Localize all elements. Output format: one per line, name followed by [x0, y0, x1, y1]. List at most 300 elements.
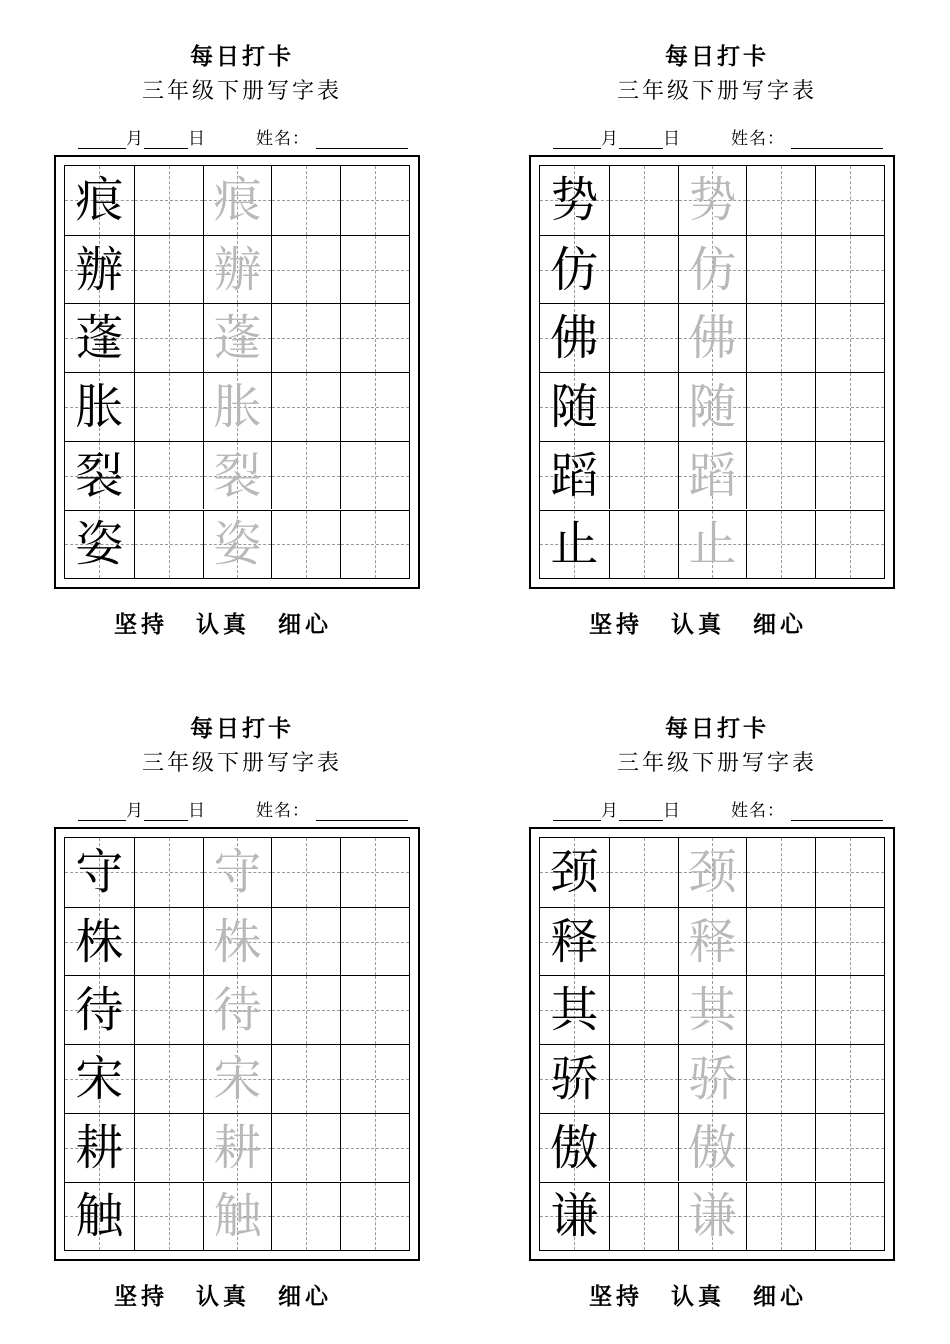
center-guide-horizontal [135, 872, 203, 873]
blank-writing-cell[interactable] [134, 908, 203, 976]
model-character: 颈 [550, 844, 599, 901]
trace-character: 蹈 [688, 447, 737, 504]
name-label: 姓名： [731, 129, 785, 149]
center-guide-horizontal [135, 200, 203, 201]
model-character: 佛 [550, 310, 599, 367]
day-blank[interactable] [619, 130, 663, 149]
trace-character: 蓬 [213, 310, 262, 367]
motto-word: 细心 [753, 611, 807, 638]
center-guide-horizontal [341, 942, 409, 943]
month-blank[interactable] [553, 802, 601, 821]
model-char-cell [65, 838, 134, 907]
trace-character: 随 [688, 378, 737, 435]
blank-writing-cell[interactable] [271, 511, 340, 579]
blank-writing-cell[interactable] [609, 976, 678, 1044]
model-char-cell [540, 976, 609, 1044]
name-blank[interactable] [316, 802, 408, 821]
blank-writing-cell[interactable] [271, 838, 340, 907]
blank-writing-cell[interactable] [271, 1114, 340, 1182]
center-guide-horizontal [135, 1079, 203, 1080]
trace-character: 止 [688, 516, 737, 573]
center-guide-horizontal [816, 1216, 884, 1217]
blank-writing-cell[interactable] [340, 1045, 409, 1113]
trace-char-cell[interactable] [203, 1114, 272, 1182]
month-blank[interactable] [78, 130, 126, 149]
grid-row [540, 907, 884, 976]
model-character: 裂 [75, 447, 124, 504]
model-char-cell [540, 511, 609, 579]
center-guide-horizontal [610, 476, 678, 477]
center-guide-horizontal [341, 1079, 409, 1080]
grid-row [65, 907, 409, 976]
writing-grid [539, 837, 885, 1251]
writing-grid-frame [529, 827, 895, 1261]
trace-char-cell[interactable] [203, 511, 272, 579]
center-guide-horizontal [816, 942, 884, 943]
trace-char-cell[interactable] [678, 236, 747, 304]
blank-writing-cell[interactable] [746, 1183, 815, 1251]
model-character: 其 [550, 982, 599, 1039]
model-character: 宋 [75, 1050, 124, 1107]
trace-char-cell[interactable] [203, 166, 272, 235]
grid-row [540, 838, 884, 907]
motto-word: 认真 [671, 611, 725, 638]
day-blank[interactable] [619, 802, 663, 821]
blank-writing-cell[interactable] [271, 373, 340, 441]
center-guide-horizontal [610, 407, 678, 408]
blank-writing-cell[interactable] [815, 1114, 884, 1182]
trace-char-cell[interactable] [203, 442, 272, 510]
trace-character: 颈 [688, 844, 737, 901]
model-char-cell [540, 304, 609, 372]
blank-writing-cell[interactable] [746, 373, 815, 441]
center-guide-horizontal [135, 1010, 203, 1011]
trace-character: 耕 [213, 1119, 262, 1176]
trace-char-cell[interactable] [678, 1114, 747, 1182]
grid-row [65, 235, 409, 304]
grid-row [65, 166, 409, 235]
center-guide-horizontal [747, 407, 815, 408]
writing-grid-frame [54, 827, 420, 1261]
trace-character: 仿 [688, 241, 737, 298]
trace-char-cell[interactable] [203, 908, 272, 976]
center-guide-horizontal [610, 200, 678, 201]
trace-character: 谦 [688, 1188, 737, 1245]
blank-writing-cell[interactable] [609, 908, 678, 976]
center-guide-horizontal [816, 544, 884, 545]
motto [589, 606, 835, 639]
blank-writing-cell[interactable] [609, 166, 678, 235]
center-guide-horizontal [747, 200, 815, 201]
trace-character: 守 [213, 844, 262, 901]
center-guide-horizontal [341, 407, 409, 408]
trace-character: 胀 [213, 378, 262, 435]
blank-writing-cell[interactable] [134, 1045, 203, 1113]
writing-grid-frame [54, 155, 420, 589]
writing-grid [64, 165, 410, 579]
blank-writing-cell[interactable] [340, 304, 409, 372]
blank-writing-cell[interactable] [609, 1114, 678, 1182]
model-char-cell [65, 511, 134, 579]
practice-card [52, 672, 432, 1312]
trace-character: 待 [213, 982, 262, 1039]
blank-writing-cell[interactable] [746, 304, 815, 372]
blank-writing-cell[interactable] [340, 976, 409, 1044]
model-char-cell [65, 976, 134, 1044]
trace-char-cell[interactable] [678, 442, 747, 510]
blank-writing-cell[interactable] [746, 442, 815, 510]
day-blank[interactable] [144, 130, 188, 149]
blank-writing-cell[interactable] [134, 304, 203, 372]
date-name-line [553, 124, 905, 148]
center-guide-horizontal [747, 476, 815, 477]
model-char-cell [65, 236, 134, 304]
model-char-cell [540, 442, 609, 510]
blank-writing-cell[interactable] [271, 304, 340, 372]
center-guide-horizontal [272, 1148, 340, 1149]
blank-writing-cell[interactable] [746, 976, 815, 1044]
blank-writing-cell[interactable] [815, 976, 884, 1044]
center-guide-horizontal [816, 338, 884, 339]
blank-writing-cell[interactable] [271, 236, 340, 304]
center-guide-horizontal [747, 942, 815, 943]
model-character: 胀 [75, 378, 124, 435]
blank-writing-cell[interactable] [134, 166, 203, 235]
trace-char-cell[interactable] [203, 838, 272, 907]
name-label: 姓名： [731, 801, 785, 821]
center-guide-horizontal [610, 872, 678, 873]
model-char-cell [65, 304, 134, 372]
month-blank[interactable] [553, 130, 601, 149]
motto-word: 细心 [753, 1283, 807, 1310]
blank-writing-cell[interactable] [340, 908, 409, 976]
practice-card [52, 0, 432, 640]
blank-writing-cell[interactable] [271, 166, 340, 235]
trace-char-cell[interactable] [678, 166, 747, 235]
model-char-cell [540, 1045, 609, 1113]
center-guide-horizontal [341, 270, 409, 271]
grid-row [540, 235, 884, 304]
motto-word: 坚持 [589, 1283, 643, 1310]
model-character: 触 [75, 1188, 124, 1245]
model-char-cell [540, 908, 609, 976]
blank-writing-cell[interactable] [609, 1045, 678, 1113]
card-title: 每日打卡 [190, 43, 294, 70]
trace-char-cell[interactable] [678, 1045, 747, 1113]
model-character: 蓬 [75, 310, 124, 367]
trace-character: 佛 [688, 310, 737, 367]
trace-character: 姿 [213, 516, 262, 573]
trace-character: 释 [688, 913, 737, 970]
model-char-cell [540, 1114, 609, 1182]
center-guide-horizontal [747, 544, 815, 545]
grid-row [65, 1044, 409, 1113]
trace-char-cell[interactable] [203, 373, 272, 441]
blank-writing-cell[interactable] [340, 1114, 409, 1182]
center-guide-horizontal [272, 1216, 340, 1217]
center-guide-horizontal [610, 1148, 678, 1149]
blank-writing-cell[interactable] [271, 976, 340, 1044]
card-title: 每日打卡 [665, 43, 769, 70]
blank-writing-cell[interactable] [815, 1183, 884, 1251]
blank-writing-cell[interactable] [340, 166, 409, 235]
date-name-line [78, 124, 430, 148]
blank-writing-cell[interactable] [746, 511, 815, 579]
motto-word: 坚持 [114, 611, 168, 638]
grid-row [540, 303, 884, 372]
grid-row [65, 838, 409, 907]
trace-character: 势 [688, 172, 737, 229]
center-guide-horizontal [341, 476, 409, 477]
center-guide-horizontal [747, 1079, 815, 1080]
name-blank[interactable] [791, 130, 883, 149]
blank-writing-cell[interactable] [609, 1183, 678, 1251]
card-subtitle: 三年级下册写字表 [616, 751, 817, 776]
center-guide-horizontal [816, 407, 884, 408]
trace-char-cell[interactable] [678, 908, 747, 976]
grid-row [65, 975, 409, 1044]
blank-writing-cell[interactable] [340, 373, 409, 441]
model-character: 辦 [75, 241, 124, 298]
center-guide-horizontal [135, 407, 203, 408]
month-blank[interactable] [78, 802, 126, 821]
center-guide-horizontal [272, 407, 340, 408]
blank-writing-cell[interactable] [746, 908, 815, 976]
center-guide-horizontal [135, 544, 203, 545]
trace-char-cell[interactable] [678, 838, 747, 907]
card-title: 每日打卡 [665, 715, 769, 742]
model-character: 仿 [550, 241, 599, 298]
blank-writing-cell[interactable] [340, 511, 409, 579]
month-label: 月 [601, 801, 619, 821]
motto-word: 认真 [196, 1283, 250, 1310]
motto [589, 1278, 835, 1311]
center-guide-horizontal [272, 872, 340, 873]
center-guide-horizontal [341, 338, 409, 339]
blank-writing-cell[interactable] [609, 236, 678, 304]
center-guide-horizontal [272, 1079, 340, 1080]
trace-character: 株 [213, 913, 262, 970]
blank-writing-cell[interactable] [134, 976, 203, 1044]
center-guide-horizontal [341, 1010, 409, 1011]
blank-writing-cell[interactable] [340, 1183, 409, 1251]
center-guide-horizontal [135, 476, 203, 477]
model-character: 释 [550, 913, 599, 970]
model-character: 止 [550, 516, 599, 573]
center-guide-horizontal [747, 338, 815, 339]
model-char-cell [65, 373, 134, 441]
name-blank[interactable] [316, 130, 408, 149]
blank-writing-cell[interactable] [271, 1183, 340, 1251]
motto-word: 认真 [671, 1283, 725, 1310]
grid-row [540, 441, 884, 510]
center-guide-horizontal [747, 1216, 815, 1217]
model-character: 骄 [550, 1050, 599, 1107]
trace-char-cell[interactable] [678, 1183, 747, 1251]
trace-char-cell[interactable] [203, 304, 272, 372]
blank-writing-cell[interactable] [815, 511, 884, 579]
day-label: 日 [188, 129, 206, 149]
blank-writing-cell[interactable] [815, 166, 884, 235]
blank-writing-cell[interactable] [134, 838, 203, 907]
motto [114, 1278, 360, 1311]
center-guide-horizontal [610, 1216, 678, 1217]
center-guide-horizontal [816, 1079, 884, 1080]
center-guide-horizontal [135, 1148, 203, 1149]
blank-writing-cell[interactable] [746, 1045, 815, 1113]
trace-character: 骄 [688, 1050, 737, 1107]
center-guide-horizontal [272, 544, 340, 545]
motto-word: 坚持 [114, 1283, 168, 1310]
center-guide-horizontal [747, 872, 815, 873]
center-guide-horizontal [341, 872, 409, 873]
center-guide-horizontal [272, 270, 340, 271]
blank-writing-cell[interactable] [746, 838, 815, 907]
trace-character: 傲 [688, 1119, 737, 1176]
card-subtitle: 三年级下册写字表 [141, 79, 342, 104]
blank-writing-cell[interactable] [609, 511, 678, 579]
writing-grid [64, 837, 410, 1251]
blank-writing-cell[interactable] [134, 1114, 203, 1182]
blank-writing-cell[interactable] [271, 1045, 340, 1113]
trace-character: 裂 [213, 447, 262, 504]
date-name-line [78, 796, 430, 820]
grid-row [540, 975, 884, 1044]
blank-writing-cell[interactable] [134, 442, 203, 510]
model-char-cell [540, 838, 609, 907]
grid-row [540, 372, 884, 441]
center-guide-horizontal [341, 1216, 409, 1217]
trace-char-cell[interactable] [203, 976, 272, 1044]
blank-writing-cell[interactable] [340, 236, 409, 304]
grid-row [540, 1182, 884, 1251]
blank-writing-cell[interactable] [134, 511, 203, 579]
card-title: 每日打卡 [190, 715, 294, 742]
trace-character: 其 [688, 982, 737, 1039]
blank-writing-cell[interactable] [746, 166, 815, 235]
trace-character: 痕 [213, 172, 262, 229]
trace-character: 辦 [213, 241, 262, 298]
center-guide-horizontal [135, 338, 203, 339]
blank-writing-cell[interactable] [134, 1183, 203, 1251]
trace-char-cell[interactable] [678, 304, 747, 372]
day-label: 日 [188, 801, 206, 821]
blank-writing-cell[interactable] [815, 373, 884, 441]
model-character: 势 [550, 172, 599, 229]
blank-writing-cell[interactable] [815, 838, 884, 907]
model-char-cell [65, 1183, 134, 1251]
blank-writing-cell[interactable] [815, 1045, 884, 1113]
model-character: 傲 [550, 1119, 599, 1176]
model-character: 守 [75, 844, 124, 901]
blank-writing-cell[interactable] [815, 236, 884, 304]
center-guide-horizontal [272, 338, 340, 339]
center-guide-horizontal [610, 942, 678, 943]
blank-writing-cell[interactable] [271, 442, 340, 510]
center-guide-horizontal [272, 476, 340, 477]
blank-writing-cell[interactable] [609, 373, 678, 441]
model-char-cell [540, 1183, 609, 1251]
name-label: 姓名： [256, 129, 310, 149]
center-guide-horizontal [135, 942, 203, 943]
blank-writing-cell[interactable] [134, 373, 203, 441]
model-char-cell [65, 1045, 134, 1113]
blank-writing-cell[interactable] [609, 442, 678, 510]
motto-word: 坚持 [589, 611, 643, 638]
model-character: 蹈 [550, 447, 599, 504]
name-blank[interactable] [791, 802, 883, 821]
model-char-cell [65, 908, 134, 976]
practice-card [527, 0, 907, 640]
trace-character: 宋 [213, 1050, 262, 1107]
grid-row [540, 1113, 884, 1182]
model-char-cell [540, 166, 609, 235]
grid-row [540, 166, 884, 235]
blank-writing-cell[interactable] [134, 236, 203, 304]
blank-writing-cell[interactable] [340, 442, 409, 510]
blank-writing-cell[interactable] [815, 908, 884, 976]
blank-writing-cell[interactable] [815, 304, 884, 372]
blank-writing-cell[interactable] [271, 908, 340, 976]
blank-writing-cell[interactable] [340, 838, 409, 907]
card-subtitle: 三年级下册写字表 [141, 751, 342, 776]
grid-row [65, 372, 409, 441]
card-subtitle: 三年级下册写字表 [616, 79, 817, 104]
trace-char-cell[interactable] [203, 1183, 272, 1251]
center-guide-horizontal [135, 270, 203, 271]
model-char-cell [65, 1114, 134, 1182]
center-guide-horizontal [610, 270, 678, 271]
model-character: 株 [75, 913, 124, 970]
blank-writing-cell[interactable] [815, 442, 884, 510]
model-char-cell [65, 166, 134, 235]
trace-char-cell[interactable] [678, 373, 747, 441]
month-label: 月 [126, 801, 144, 821]
center-guide-horizontal [610, 1010, 678, 1011]
blank-writing-cell[interactable] [609, 838, 678, 907]
motto-word: 细心 [278, 611, 332, 638]
motto-word: 认真 [196, 611, 250, 638]
trace-char-cell[interactable] [678, 976, 747, 1044]
center-guide-horizontal [816, 270, 884, 271]
model-character: 姿 [75, 516, 124, 573]
center-guide-horizontal [272, 1010, 340, 1011]
date-name-line [553, 796, 905, 820]
motto [114, 606, 360, 639]
grid-row [540, 510, 884, 579]
center-guide-horizontal [747, 270, 815, 271]
center-guide-horizontal [816, 1148, 884, 1149]
blank-writing-cell[interactable] [746, 1114, 815, 1182]
center-guide-horizontal [341, 200, 409, 201]
day-label: 日 [663, 129, 681, 149]
grid-row [65, 1113, 409, 1182]
month-label: 月 [126, 129, 144, 149]
model-char-cell [540, 373, 609, 441]
trace-char-cell[interactable] [203, 1045, 272, 1113]
trace-char-cell[interactable] [678, 511, 747, 579]
model-char-cell [540, 236, 609, 304]
center-guide-horizontal [272, 942, 340, 943]
blank-writing-cell[interactable] [609, 304, 678, 372]
day-blank[interactable] [144, 802, 188, 821]
grid-row [65, 441, 409, 510]
grid-row [540, 1044, 884, 1113]
trace-char-cell[interactable] [203, 236, 272, 304]
center-guide-horizontal [747, 1148, 815, 1149]
blank-writing-cell[interactable] [746, 236, 815, 304]
trace-character: 触 [213, 1188, 262, 1245]
